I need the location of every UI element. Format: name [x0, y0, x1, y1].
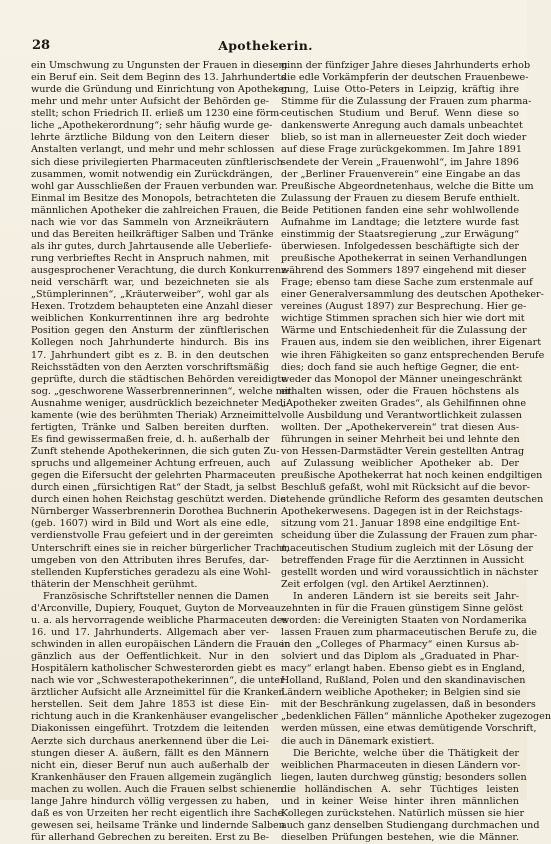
text-line: u. a. als hervorragende weibliche Pharmaceuten des — [31, 614, 288, 626]
text-line: machen zu wollen. Auch die Frauen selbst schienen — [31, 783, 284, 795]
text-line: wichtige Stimmen sprachen sich hier wie dort mit — [281, 313, 525, 325]
text-line: sendete der Verein „Frauenwohl“, im Jahre 1896 — [281, 156, 519, 168]
text-line: der „Berliner Frauenverein“ eine Eingabe an das — [281, 168, 521, 180]
text-line: fertigten, Tränke und Salben bereiten durften. — [31, 421, 269, 433]
page-header — [22, 38, 509, 56]
text-line: Ausnahme weniger, ausdrücklich bezeichneter Medi- — [31, 397, 290, 409]
text-line: wurde die Gründung und Einrichtung von Apotheken — [31, 84, 291, 96]
text-line: maceutischen Studium zugleich mit der Lösung der — [281, 542, 533, 554]
text-line: nach wie vor „Schwesterapothekerinnen“, die unter — [31, 675, 285, 687]
text-line: 17. Jahrhundert gibt es z. B. in den deutschen — [31, 349, 269, 361]
text-line: zehnten in für die Frauen günstigem Sinne gelöst — [281, 602, 523, 614]
text-line: preußische Apothekerrat in seinen Verhandlungen — [281, 253, 528, 264]
text-line: Anstalten verlangt, und mehr und mehr schlossen — [31, 144, 275, 156]
text-line: „Stümplerinnen“, „Kräuterweiber“, wohl gar als — [31, 289, 269, 301]
text-line: Hexen. Trotzdem behaupteten eine Anzahl dieser — [31, 301, 273, 313]
text-line: männlichen Apotheker die zahlreichen Frauen, die — [31, 204, 279, 216]
text-line: blieb, so ist man in allerneuester Zeit doch wieder — [281, 132, 527, 144]
text-line: Kollegen noch Jahrhunderte hindurch. Bis ins — [31, 337, 269, 349]
text-line: ausgesprochener Verachtung, die durch Konkurrenz- — [31, 265, 290, 277]
text-line: lassen Frauen zum pharmaceutischen Berufe zu, die — [281, 626, 537, 638]
text-line: Aufnahme im Landtage; die letztere wurde fast — [281, 216, 519, 228]
text-line: mit der Beschränkung zugelassen, daß in besonders — [281, 699, 536, 711]
text-line: wohl gar Ausschließen der Frauen verbunden war. — [31, 180, 278, 192]
text-line: kamente (wie des berühmten Theriak) Arzneimittel — [31, 409, 281, 421]
text-line: die edle Vorkämpferin der deutschen Frauenbewe- — [281, 72, 529, 84]
text-line: Zulassung der Frauen zu diesem Berufe enthielt. — [281, 192, 520, 204]
text-line: stellenden Kupferstiches geradezu als eine Wohl- — [31, 566, 271, 578]
running-title: Apothekerin. — [218, 38, 313, 53]
text-line: gegen die Eifersucht der gelehrten Pharmaceuten — [31, 470, 276, 482]
page-number: 28 — [32, 38, 51, 53]
text-line: In anderen Ländern ist sie bereits seit Jahr- — [293, 590, 519, 602]
text-line: Beide Petitionen fanden eine sehr wohlwollende — [281, 204, 519, 216]
text-line: auch ganz denselben Studiengang durchmachen und — [281, 819, 540, 831]
text-line: während des Sommers 1897 eingehend mit dieser — [281, 265, 526, 277]
text-line: überwiesen. Infolgedessen beschäftigte sich der — [281, 240, 519, 252]
text-line: sich diese privilegierten Pharmaceuten zünftlerisch — [31, 156, 283, 168]
text-line: in den „Colleges of Pharmacy“ einen Kursus ab- — [281, 639, 519, 650]
text-line: worden: die Vereinigten Staaten von Nordamerika — [281, 614, 527, 626]
text-line: Apothekerwesens. Dagegen ist in der Reichstags- — [281, 506, 523, 518]
right-column — [281, 60, 551, 843]
text-line: umgeben von den Attributen ihres Berufes, dar- — [31, 554, 269, 566]
text-line: Ländern weibliche Apotheker; in Belgien sind sie — [281, 687, 521, 699]
text-line: geprüfte, durch die städtischen Behörden vereidigte — [31, 373, 287, 385]
text-line: von Hessen-Darmstädter Verein gestellten Antrag — [281, 446, 525, 457]
text-columns — [31, 60, 551, 843]
text-line: Wärme und Entschiedenheit für die Zulassung der — [281, 325, 527, 337]
text-line: Diakonissen eingeführt. Trotzdem die leitenden — [31, 723, 269, 735]
text-line: Französische Schriftsteller nennen die Damen — [43, 590, 269, 602]
text-line: herstellen. Seit dem Jahre 1853 ist diese Ein- — [31, 699, 269, 711]
text-line: ein Umschwung zu Ungunsten der Frauen in diesem — [31, 60, 288, 71]
text-line: Einmal im Besitze des Monopols, betrachteten die — [31, 192, 276, 204]
text-line: stellt; schon Friedrich II. erließ um 1230 eine förm- — [31, 108, 283, 120]
text-line: einer Generalversammlung des deutschen Apotheker- — [281, 289, 544, 301]
text-line: richtung auch in die Krankenhäuser evangelischer — [31, 711, 278, 723]
text-line: stungen dieser A. äußern, fällt es den Männern — [31, 747, 269, 759]
text-line: für allerhand Gebrechen zu bereiten. Erst zu Be- — [31, 832, 269, 843]
text-line: Kollegen zurückstehen. Natürlich müssen sie hier — [281, 807, 525, 819]
text-line: auf diese Frage zurückgekommen. Im Jahre 1891 — [281, 144, 523, 156]
text-line: thäterin der Menschheit gerühmt. — [31, 578, 198, 590]
text-line: ginn der fünfziger Jahre dieses Jahrhunderts erhob — [281, 60, 531, 71]
text-line: ärztlicher Aufsicht alle Arzneimittel für die Kranken — [31, 687, 285, 699]
text-line: auf Zulassung weiblicher Apotheker ab. Der — [281, 458, 519, 470]
text-line: mehr und mehr unter Aufsicht der Behörden ge- — [31, 96, 269, 108]
text-line: preußische Apothekerrat hat noch keinen endgiltigen — [281, 470, 543, 482]
text-line: Unterschrift eines sie in reicher bürgerlicher Tracht, — [31, 542, 290, 554]
text-line: Zunft stehende Apothekerinnen, die sich guten Zu- — [31, 446, 280, 457]
text-line: lange Jahre hindurch völlig vergessen zu haben, — [31, 795, 269, 807]
text-line: macy“ erlangt haben. Ebenso giebt es in England, — [281, 663, 525, 675]
text-line: Position gegen den Ansturm der zünftlerischen — [31, 325, 269, 337]
text-line: Zeit erfolgen (vgl. den Artikel Aerztinnen). — [281, 578, 489, 590]
text-line: werden müssen, eine etwas demütigende Vorschrift, — [281, 723, 537, 735]
text-line: betreffenden Frage für die Aerztinnen in Aussicht — [281, 554, 524, 566]
text-line: nicht ein, dieser Beruf nun auch außerhalb der — [31, 759, 269, 771]
text-line: gestellt worden und wird voraussichtlich in nächster — [281, 566, 539, 578]
text-line: neid verschärft war, und bezeichneten sie als — [31, 277, 269, 289]
text-line: liche „Apothekerordnung“; sehr häufig wurde ge- — [31, 120, 273, 132]
text-line: zusammen, womit notwendig ein Zurückdrängen, — [31, 168, 273, 180]
text-line: Die Berichte, welche über die Thätigkeit der — [293, 747, 519, 759]
text-line: ceutischen Studium und Beruf. Wenn diese so — [281, 108, 519, 120]
text-line: durch einen hohen Reichstag geschützt werden. Die — [31, 494, 286, 506]
text-line: führungen in seiner Mehrheit bei und lehnte den — [281, 433, 520, 445]
text-line: Beschluß gefaßt, wohl mit Rücksicht auf die bevor- — [281, 482, 531, 494]
text-line: lehrte ärztliche Bildung von den Leitern dieser — [31, 132, 269, 144]
text-line: gewesen sei, heilsame Tränke und lindernde Salben — [31, 819, 285, 831]
text-line: einstimmig der Staatsregierung „zur Erwägung“ — [281, 228, 519, 240]
text-line: weiblichen Konkurrentinnen ihre arg bedrohte — [31, 313, 269, 325]
text-line: Reichsstädten von den Aerzten vorschriftsmäßig — [31, 361, 269, 373]
text-line: scheidung über die Zulassung der Frauen zum phar- — [281, 530, 538, 542]
text-line: rung verbrieftes Recht in Anspruch nahmen, mit — [31, 253, 269, 264]
text-line: Holland, Rußland, Polen und den skandinavischen — [281, 675, 526, 687]
text-line: wollten. Der „Apothekerverein“ trat diesen Aus- — [281, 421, 519, 433]
text-line: nach wie vor das Sammeln von Arzneikräutern — [31, 216, 269, 228]
text-line: Krankenhäuser den Frauen allgemein zugänglich — [31, 771, 272, 783]
text-line: und das Bereiten heilkräftiger Salben und Tränke — [31, 228, 274, 240]
text-line: Aerzte sich durchaus anerkennend über die Lei- — [31, 735, 269, 747]
text-line: weder das Monopol der Männer uneingeschränkt — [281, 373, 523, 385]
text-line: Frage; ebenso tam diese Sache zum erstenmale auf — [281, 277, 533, 289]
text-line: (geb. 1607) wird in Bild und Wort als eine edle, — [31, 518, 269, 530]
text-line: spruchs und allgemeiner Achtung erfreuen, auch — [31, 458, 271, 470]
text-line: Hospitälern katholischer Schwesterorden giebt es — [31, 663, 276, 675]
text-line: schwinden in allen europäischen Ländern die Frauen — [31, 639, 291, 650]
text-line: daß es von Urzeiten her recht eigentlich ihre Sache — [31, 807, 284, 819]
text-line: 16. und 17. Jahrhunderts. Allgemach aber ver- — [31, 626, 269, 638]
text-line: als ihr gutes, durch Jahrtausende alle Ueberliefe- — [31, 240, 272, 252]
text-line: sog. „geschworene Wasserbrennerinnen“, welche mit — [31, 385, 292, 397]
text-line: die auch in Dänemark existiert. — [281, 735, 435, 747]
text-line: volle Ausbildung und Verantwortlichkeit zulassen — [281, 409, 522, 421]
text-line: dies; doch fand sie auch heftige Gegner, die ent- — [281, 361, 519, 373]
text-line: „bedenklichen Fällen“ männliche Apotheker zugezogen — [281, 711, 551, 723]
text-line: Nürnberger Wasserbrennerin Dorothea Buchnerin — [31, 506, 278, 518]
text-line: gänzlich aus der Oeffentlichkeit. Nur in den — [31, 651, 269, 663]
text-line: liegen, lauten durchweg günstig; besonders sollen — [281, 771, 527, 783]
text-line: dieselben Prüfungen bestehen, wie die Männer. — [281, 832, 519, 843]
text-line: erhalten wissen, oder die Frauen höchstens als — [281, 385, 519, 397]
text-line: „Apotheker zweiten Grades“, als Gehilfinnen ohne — [281, 397, 527, 409]
text-line: ein Beruf ein. Seit dem Beginn des 13. Jahrhunderts — [31, 72, 286, 84]
text-line: solviert und das Diplom als „Graduated in Phar- — [281, 651, 519, 663]
text-line: und in keiner Weise hinter ihren männlichen — [281, 795, 519, 807]
text-line: vereines (August 1897) zur Besprechung. Hier ge- — [281, 301, 527, 313]
text-line: dankenswerte Anregung auch damals unbeachtet — [281, 120, 523, 132]
text-line: verdienstvolle Frau gefeiert und in der gereimten — [31, 530, 274, 542]
text-line: sitzung vom 21. Januar 1898 eine endgiltige Ent- — [281, 518, 520, 530]
text-line: gung, Luise Otto-Peters in Leipzig, kräftig ihre — [281, 84, 519, 96]
text-line: Preußische Abgeordnetenhaus, welche die Bitte um — [281, 180, 534, 192]
text-line: weiblichen Pharmaceuten in diesen Ländern vor- — [281, 759, 521, 771]
text-line: stehende gründliche Reform des gesamten deutschen — [281, 494, 544, 506]
text-line: wie ihren Fähigkeiten so ganz entsprechenden Berufe — [281, 349, 545, 361]
left-column — [31, 60, 292, 843]
text-line: Frauen aus, indem sie den weiblichen, ihrer Eigenart — [281, 337, 542, 349]
text-line: Es find gewissermaßen freie, d. h. außerhalb der — [31, 433, 270, 445]
text-line: die holländischen A. sehr Tüchtiges leisten — [281, 783, 519, 795]
text-line: durch einen „fürsichtigen Rat“ der Stadt, ja selbst — [31, 482, 277, 494]
text-line: d'Arconville, Dupiery, Fouquet, Guyton de Morveau — [31, 602, 281, 614]
text-line: Stimme für die Zulassung der Frauen zum pharma- — [281, 96, 532, 108]
